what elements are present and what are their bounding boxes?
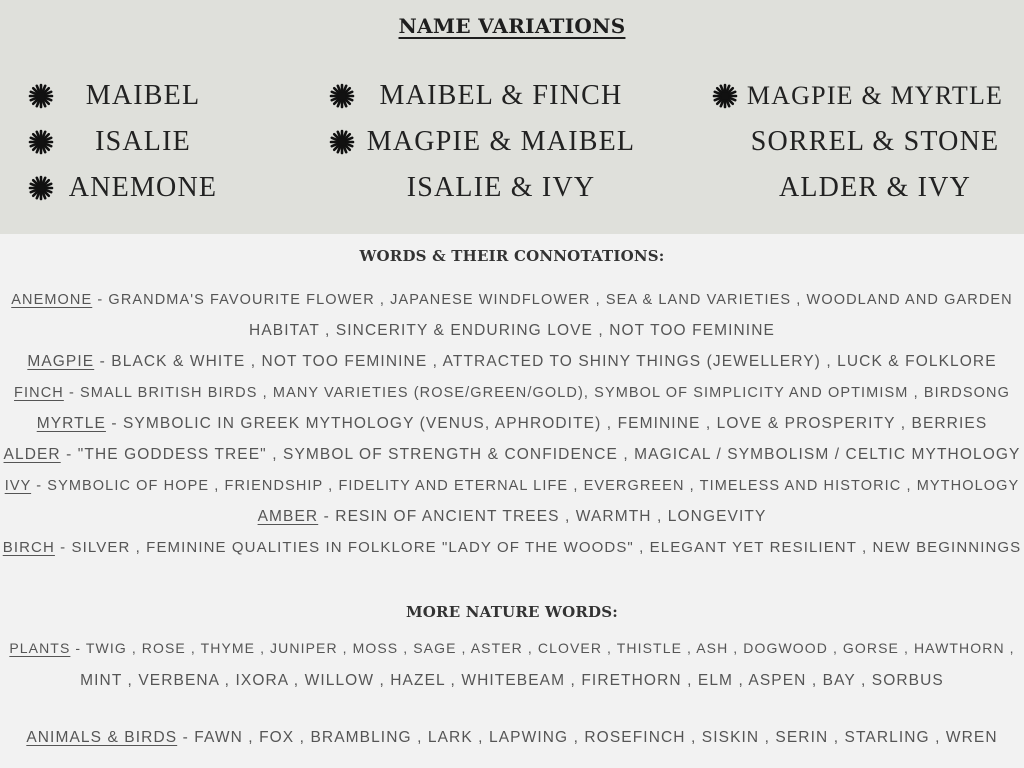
connotation-ivy: IVY - SYMBOLIC OF HOPE , FRIENDSHIP , FIDELITY AND ETERNAL LIFE , EVERGREEN , TIMELESS AND HISTORIC , MYTHOLOGY bbox=[4, 478, 1020, 494]
connotation-birch: BIRCH - SILVER , FEMININE QUALITIES IN FOLKLORE "LADY OF THE WOODS" , ELEGANT YET RESILIENT , NEW BEGINNINGS bbox=[2, 539, 1022, 556]
connotation-amber: AMBER - RESIN OF ANCIENT TREES , WARMTH , LONGEVITY bbox=[257, 508, 767, 525]
name-variations-panel bbox=[0, 0, 1024, 234]
starburst-icon bbox=[28, 129, 54, 155]
starburst-icon bbox=[329, 129, 355, 155]
name-magpie-maibel: MAGPIE & MAIBEL bbox=[366, 126, 636, 157]
name-isalie: ISALIE bbox=[95, 126, 191, 157]
connotation-alder: ALDER - "THE GODDESS TREE" , SYMBOL OF STRENGTH & CONFIDENCE , MAGICAL / SYMBOLISM / CELTIC MYTHOLOGY bbox=[3, 446, 1021, 463]
starburst-icon bbox=[329, 83, 355, 109]
starburst-icon bbox=[28, 83, 54, 109]
name-maibel: MAIBEL bbox=[85, 80, 201, 111]
term-alder: ALDER bbox=[3, 446, 61, 463]
connotations-heading: WORDS & THEIR CONNOTATIONS: bbox=[359, 247, 665, 265]
nature-heading: MORE NATURE WORDS: bbox=[405, 603, 619, 621]
nature-plants: PLANTS - TWIG , ROSE , THYME , JUNIPER , MOSS , SAGE , ASTER , CLOVER , THISTLE , ASH , DOGWOOD , GORSE , HAWTHORN , bbox=[9, 640, 1015, 656]
term-birch: BIRCH bbox=[2, 539, 55, 556]
name-isalie-ivy: ISALIE & IVY bbox=[406, 172, 596, 203]
name-maibel-finch: MAIBEL & FINCH bbox=[379, 80, 623, 111]
starburst-icon bbox=[712, 83, 738, 109]
connotation-magpie: MAGPIE - BLACK & WHITE , NOT TOO FEMININE , ATTRACTED TO SHINY THINGS (JEWELLERY) , LUCK & FOLKLORE bbox=[27, 353, 997, 370]
name-magpie-myrtle: MAGPIE & MYRTLE bbox=[746, 81, 1004, 110]
connotation-anemone-cont: HABITAT , SINCERITY & ENDURING LOVE , NOT TOO FEMININE bbox=[249, 322, 775, 339]
term-myrtle: MYRTLE bbox=[36, 415, 106, 432]
connotation-anemone: ANEMONE - GRANDMA'S FAVOURITE FLOWER , JAPANESE WINDFLOWER , SEA & LAND VARIETIES , WOODLAND AND GARDEN bbox=[11, 292, 1013, 308]
term-amber: AMBER bbox=[257, 508, 319, 525]
term-finch: FINCH bbox=[14, 385, 64, 401]
nature-plants-cont: MINT , VERBENA , IXORA , WILLOW , HAZEL , WHITEBEAM , FIRETHORN , ELM , ASPEN , BAY , SORBUS bbox=[80, 672, 944, 689]
name-sorrel-stone: SORREL & STONE bbox=[750, 126, 1000, 157]
connotation-finch: FINCH - SMALL BRITISH BIRDS , MANY VARIETIES (ROSE/GREEN/GOLD), SYMBOL OF SIMPLICITY AND OPTIMISM , BIRDSONG bbox=[14, 385, 1010, 401]
nature-animals: ANIMALS & BIRDS - FAWN , FOX , BRAMBLING , LARK , LAPWING , ROSEFINCH , SISKIN , SERIN , STARLING , WREN bbox=[26, 729, 998, 746]
name-alder-ivy: ALDER & IVY bbox=[778, 172, 972, 203]
term-anemone: ANEMONE bbox=[11, 292, 93, 308]
connotation-myrtle: MYRTLE - SYMBOLIC IN GREEK MYTHOLOGY (VENUS, APHRODITE) , FEMININE , LOVE & PROSPERITY , BERRIES bbox=[36, 415, 988, 432]
page-title: NAME VARIATIONS bbox=[398, 14, 626, 38]
starburst-icon bbox=[28, 175, 54, 201]
term-plants: PLANTS bbox=[9, 640, 71, 656]
term-animals-birds: ANIMALS & BIRDS bbox=[26, 729, 178, 746]
term-magpie: MAGPIE bbox=[27, 353, 95, 370]
name-anemone: ANEMONE bbox=[68, 172, 218, 203]
term-ivy: IVY bbox=[4, 478, 32, 494]
